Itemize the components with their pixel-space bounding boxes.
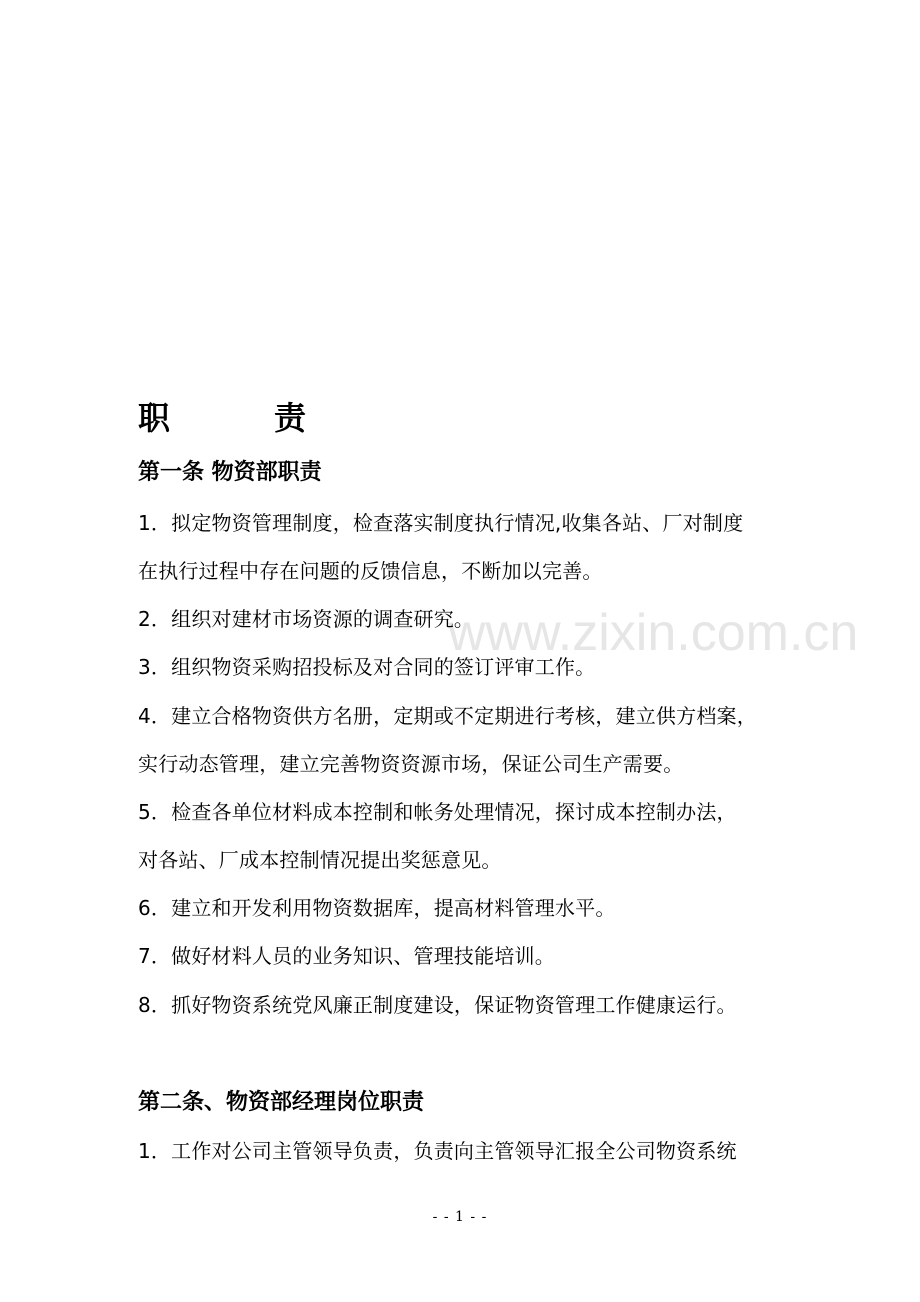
paragraph-line: 4．建立合格物资供方名册，定期或不定期进行考核，建立供方档案， [138,704,757,728]
section-heading-2: 第二条、物资部经理岗位职责 [138,1090,425,1115]
paragraph-line: 2．组织对建材市场资源的调查研究。 [138,607,475,631]
paragraph-line: 3．组织物资采购招投标及对合同的签订评审工作。 [138,655,596,679]
paragraph-line: 实行动态管理，建立完善物资资源市场，保证公司生产需要。 [138,752,684,776]
paragraph-line: 5．检查各单位材料成本控制和帐务处理情况，探讨成本控制办法， [138,800,737,824]
section-heading-1: 第一条 物资部职责 [138,460,322,485]
paragraph-line: 在执行过程中存在问题的反馈信息，不断加以完善。 [138,559,603,583]
paragraph-line: 对各站、厂成本控制情况提出奖惩意见。 [138,848,502,872]
paragraph-line: 1．工作对公司主管领导负责，负责向主管领导汇报全公司物资系统 [138,1139,737,1163]
page-number: - - 1 - - [432,1209,488,1225]
watermark: www.zixin.com.cn [448,604,859,662]
paragraph-line: 1．拟定物资管理制度，检查落实制度执行情况,收集各站、厂对制度 [138,511,744,535]
paragraph-line: 7．做好材料人员的业务知识、管理技能培训。 [138,944,555,968]
paragraph-line: 6．建立和开发利用物资数据库，提高材料管理水平。 [138,896,616,920]
page-title: 职 责 [138,399,343,437]
paragraph-line: 8．抓好物资系统党风廉正制度建设，保证物资管理工作健康运行。 [138,993,737,1017]
